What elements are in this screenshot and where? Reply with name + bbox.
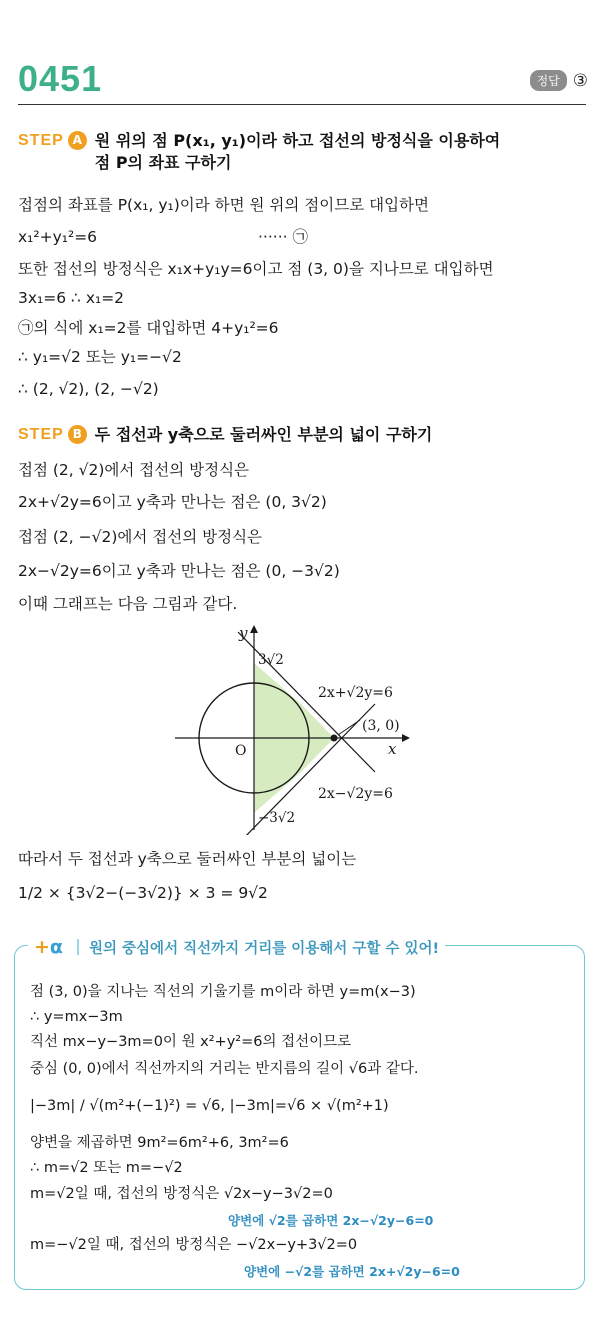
step-a-line-4: 3x₁=6 ∴ x₁=2 <box>18 289 125 307</box>
step-a-line-5: ㉠의 식에 x₁=2를 대입하면 4+y₁²=6 <box>18 319 279 337</box>
x-axis-arrow-icon <box>402 734 410 742</box>
conclusion-formula: 1/2 × {3√2−(−3√2)} × 3 = 9√2 <box>18 884 268 902</box>
tip-line-8: m=√2일 때, 접선의 방정식은 √2x−y−3√2=0 <box>30 1186 333 1202</box>
tip-title: 원의 중심에서 직선까지 거리를 이용해서 구할 수 있어! <box>88 940 440 957</box>
point-leader-line <box>338 720 360 735</box>
step-a-title-line-2: 점 P의 좌표 구하기 <box>94 153 232 172</box>
step-a-line-1: 접점의 좌표를 P(x₁, y₁)이라 하면 원 위의 점이므로 대입하면 <box>18 196 429 214</box>
tip-line-6: 양변을 제곱하면 9m²=6m²+6, 3m²=6 <box>30 1135 289 1151</box>
step-b-title: 두 접선과 y축으로 둘러싸인 부분의 넓이 구하기 <box>94 425 433 444</box>
step-a-heading <box>18 130 500 174</box>
step-b-line-4: 2x−√2y=6이고 y축과 만나는 점은 (0, −3√2) <box>18 562 340 580</box>
point-3-0 <box>331 735 338 742</box>
tangent-lines-graph <box>170 620 430 835</box>
tip-line-3: 직선 mx−y−3m=0이 원 x²+y²=6의 접선이므로 <box>30 1034 352 1050</box>
step-b-letter-icon: B <box>68 425 87 444</box>
point-label: (3, 0) <box>362 718 400 734</box>
step-a-line-7: ∴ (2, √2), (2, −√2) <box>18 380 159 398</box>
step-b-tag: STEP <box>18 426 64 443</box>
step-b-heading <box>18 424 432 446</box>
x-axis-label: x <box>388 740 397 758</box>
step-b-line-3: 접점 (2, −√2)에서 접선의 방정식은 <box>18 528 263 546</box>
plus-icon: + <box>34 936 50 958</box>
answer-value: ③ <box>572 70 588 91</box>
tip-note-2: 양변에 −√2를 곱하면 2x+√2y−6=0 <box>244 1264 460 1279</box>
tip-line-5: |−3m| / √(m²+(−1)²) = √6, |−3m|=√6 × √(m²+1) <box>30 1098 389 1114</box>
answer-area <box>530 70 588 91</box>
answer-badge: 정답 <box>530 70 567 91</box>
tip-header-separator <box>77 939 79 955</box>
step-b-line-1: 접점 (2, √2)에서 접선의 방정식은 <box>18 461 250 479</box>
step-a-title <box>95 130 500 174</box>
alpha-icon: α <box>49 936 63 958</box>
origin-label: O <box>235 743 247 759</box>
y-axis-arrow-icon <box>250 625 258 633</box>
step-a-line-2: x₁²+y₁²=6 <box>18 228 98 246</box>
step-a-tag: STEP <box>18 132 64 149</box>
step-a-equation-marker: ······ ㉠ <box>258 228 308 246</box>
step-a-title-line-1: 원 위의 점 P(x₁, y₁)이라 하고 접선의 방정식을 이용하여 <box>94 131 501 150</box>
bottom-intercept-label: −3√2 <box>258 810 296 826</box>
tip-line-4: 중심 (0, 0)에서 직선까지의 거리는 반지름의 길이 √6과 같다. <box>30 1061 419 1077</box>
step-b-line-5: 이때 그래프는 다음 그림과 같다. <box>18 595 238 613</box>
tip-box-header <box>28 936 445 958</box>
problem-number: 0451 <box>18 58 103 99</box>
y-axis-label: y <box>239 624 248 642</box>
header-divider <box>18 104 586 105</box>
tip-note-1: 양변에 √2를 곱하면 2x−√2y−6=0 <box>228 1213 434 1228</box>
step-b-line-2: 2x+√2y=6이고 y축과 만나는 점은 (0, 3√2) <box>18 493 327 511</box>
lower-line-label: 2x−√2y=6 <box>318 786 393 802</box>
step-a-line-3: 또한 접선의 방정식은 x₁x+y₁y=6이고 점 (3, 0)을 지나므로 대입하면 <box>18 260 494 278</box>
tip-line-1: 점 (3, 0)을 지나는 직선의 기울기를 m이라 하면 y=m(x−3) <box>30 984 416 1000</box>
conclusion-line: 따라서 두 접선과 y축으로 둘러싸인 부분의 넓이는 <box>18 850 357 868</box>
tip-line-7: ∴ m=√2 또는 m=−√2 <box>30 1160 183 1176</box>
step-a-line-6: ∴ y₁=√2 또는 y₁=−√2 <box>18 348 182 366</box>
tip-line-9: m=−√2일 때, 접선의 방정식은 −√2x−y+3√2=0 <box>30 1237 358 1253</box>
tip-line-2: ∴ y=mx−3m <box>30 1009 123 1025</box>
step-a-letter-icon: A <box>68 131 87 150</box>
upper-line-label: 2x+√2y=6 <box>318 685 393 701</box>
top-intercept-label: 3√2 <box>258 652 284 668</box>
